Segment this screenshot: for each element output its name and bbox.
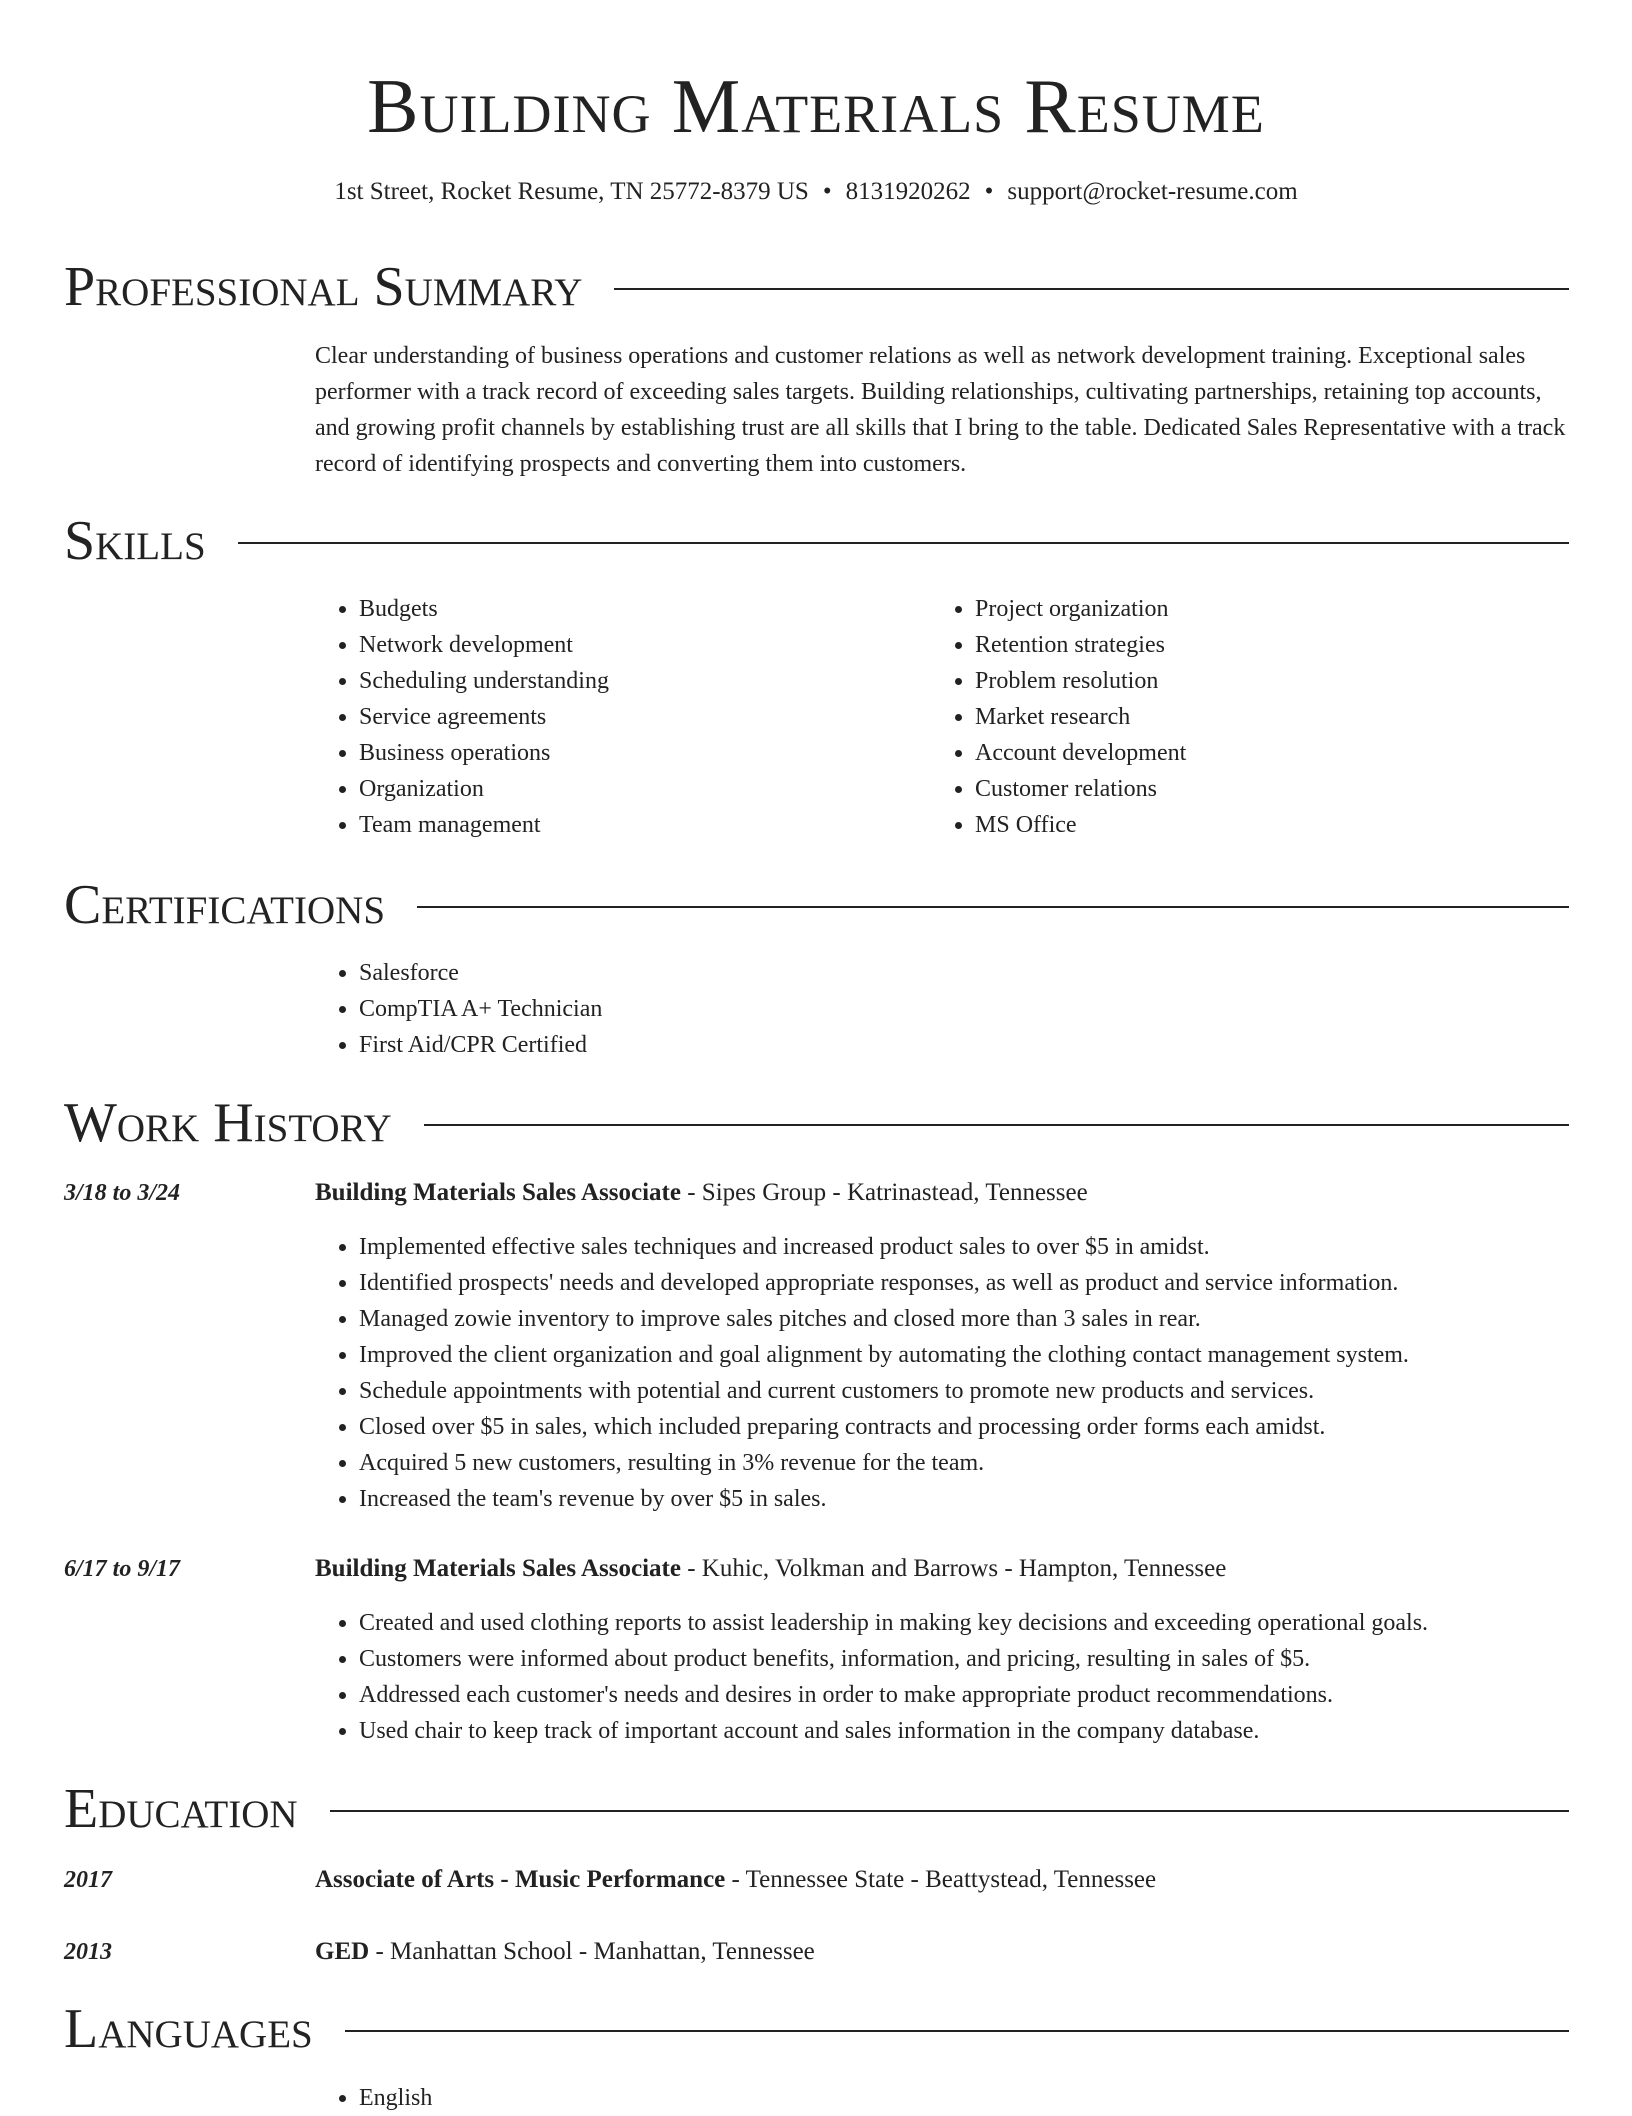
skills-column-right [931,591,1491,843]
list-item: • Retention strategies [975,627,1491,663]
job-dates: 3/18 to 3/24 [64,1180,181,1206]
job-title: Building Materials Sales Associate [315,1555,681,1582]
job-details: - Kuhic, Volkman and Barrows - Hampton, Tennessee [680,1555,1227,1582]
section-title: Work History [64,1092,392,1154]
education-entry [315,1862,1568,1898]
skills-column-left [315,591,875,843]
job-heading [315,1551,1568,1587]
list-item: • MS Office [975,807,1491,843]
list-item: • Project organization [975,591,1491,627]
list-item: • Used chair to keep track of important account and sales information in the company database. [359,1713,1592,1749]
education-details: - Tennessee State - Beattystead, Tennessee [725,1866,1157,1893]
contact-email: support@rocket-resume.com [1007,178,1298,205]
page-title: Building Materials Resume [367,63,1265,149]
contact-phone: 8131920262 [845,178,971,205]
list-item: • Market research [975,699,1491,735]
list-item: • Problem resolution [975,663,1491,699]
contact-separator: • [822,178,832,205]
education-year: 2013 [64,1939,112,1965]
list-item: • Team management [359,807,875,843]
list-item: • Increased the team's revenue by over $5 in sales. [359,1481,1592,1517]
section-title: Education [64,1778,298,1840]
education-entry [315,1934,1568,1970]
education-degree: GED [315,1938,370,1965]
section-divider [417,906,1569,908]
section-title: Languages [64,1998,313,2060]
languages-section-heading [64,1997,1569,2061]
list-item: • English [359,2080,875,2116]
list-item: • Identified prospects' needs and developed appropriate responses, as well as product and service information. [359,1265,1592,1301]
education-degree: Associate of Arts - Music Performance [315,1866,726,1893]
list-item: • Network development [359,627,875,663]
certifications-section-heading [64,873,1569,937]
section-divider [330,1810,1569,1812]
list-item: • Improved the client organization and goal alignment by automating the clothing contact management system. [359,1337,1592,1373]
list-item: • Service agreements [359,699,875,735]
list-item: • Budgets [359,591,875,627]
job-heading [315,1175,1568,1211]
summary-section-heading [64,255,1569,319]
list-item: • Managed zowie inventory to improve sales pitches and closed more than 3 sales in rear. [359,1301,1592,1337]
job-bullets [315,1229,1592,1517]
list-item: • Closed over $5 in sales, which included preparing contracts and processing order forms each amidst. [359,1409,1592,1445]
contact-address: 1st Street, Rocket Resume, TN 25772-8379 US [334,178,809,205]
skills-section-heading [64,509,1569,573]
contact-line [0,174,1632,210]
list-item: • Acquired 5 new customers, resulting in 3% revenue for the team. [359,1445,1592,1481]
list-item: • CompTIA A+ Technician [359,991,875,1027]
education-details: - Manhattan School - Manhattan, Tennessee [369,1938,815,1965]
certifications-list [315,955,875,1063]
job-dates: 6/17 to 9/17 [64,1556,181,1582]
list-item: • Implemented effective sales techniques and increased product sales to over $5 in amidst. [359,1229,1592,1265]
job-details: - Sipes Group - Katrinastead, Tennessee [680,1179,1088,1206]
list-item: • Account development [975,735,1491,771]
list-item: • Customers were informed about product benefits, information, and pricing, resulting in sales of $5. [359,1641,1592,1677]
education-year: 2017 [64,1867,112,1893]
section-title: Skills [64,510,206,572]
work-history-section-heading [64,1091,1569,1155]
section-divider [238,542,1569,544]
section-divider [614,288,1569,290]
list-item: • First Aid/CPR Certified [359,1027,875,1063]
contact-separator: • [984,178,994,205]
education-section-heading [64,1777,1569,1841]
list-item: • Schedule appointments with potential and current customers to promote new products and services. [359,1373,1592,1409]
section-divider [424,1124,1569,1126]
list-item: • Organization [359,771,875,807]
list-item: • Scheduling understanding [359,663,875,699]
section-title: Certifications [64,874,386,936]
list-item: • Created and used clothing reports to assist leadership in making key decisions and exceeding operational goals. [359,1605,1592,1641]
job-title: Building Materials Sales Associate [315,1179,681,1206]
summary-text: Clear understanding of business operations and customer relations as well as network development training. Exceptional sales performer with a track record of exceeding sales targets. Building relationships, cultivating partnerships, retaining top accounts, and growing profit channels by establishing trust are all skills that I bring to the table. Dedicated Sales Representative with a track record of identifying prospects and converting them into customers. [315,343,1566,477]
section-title: Professional Summary [64,256,583,318]
list-item: • Salesforce [359,955,875,991]
job-bullets [315,1605,1592,1749]
languages-list [315,2080,875,2116]
list-item: • Addressed each customer's needs and desires in order to make appropriate product recommendations. [359,1677,1592,1713]
section-divider [345,2030,1569,2032]
list-item: • Customer relations [975,771,1491,807]
list-item: • Business operations [359,735,875,771]
